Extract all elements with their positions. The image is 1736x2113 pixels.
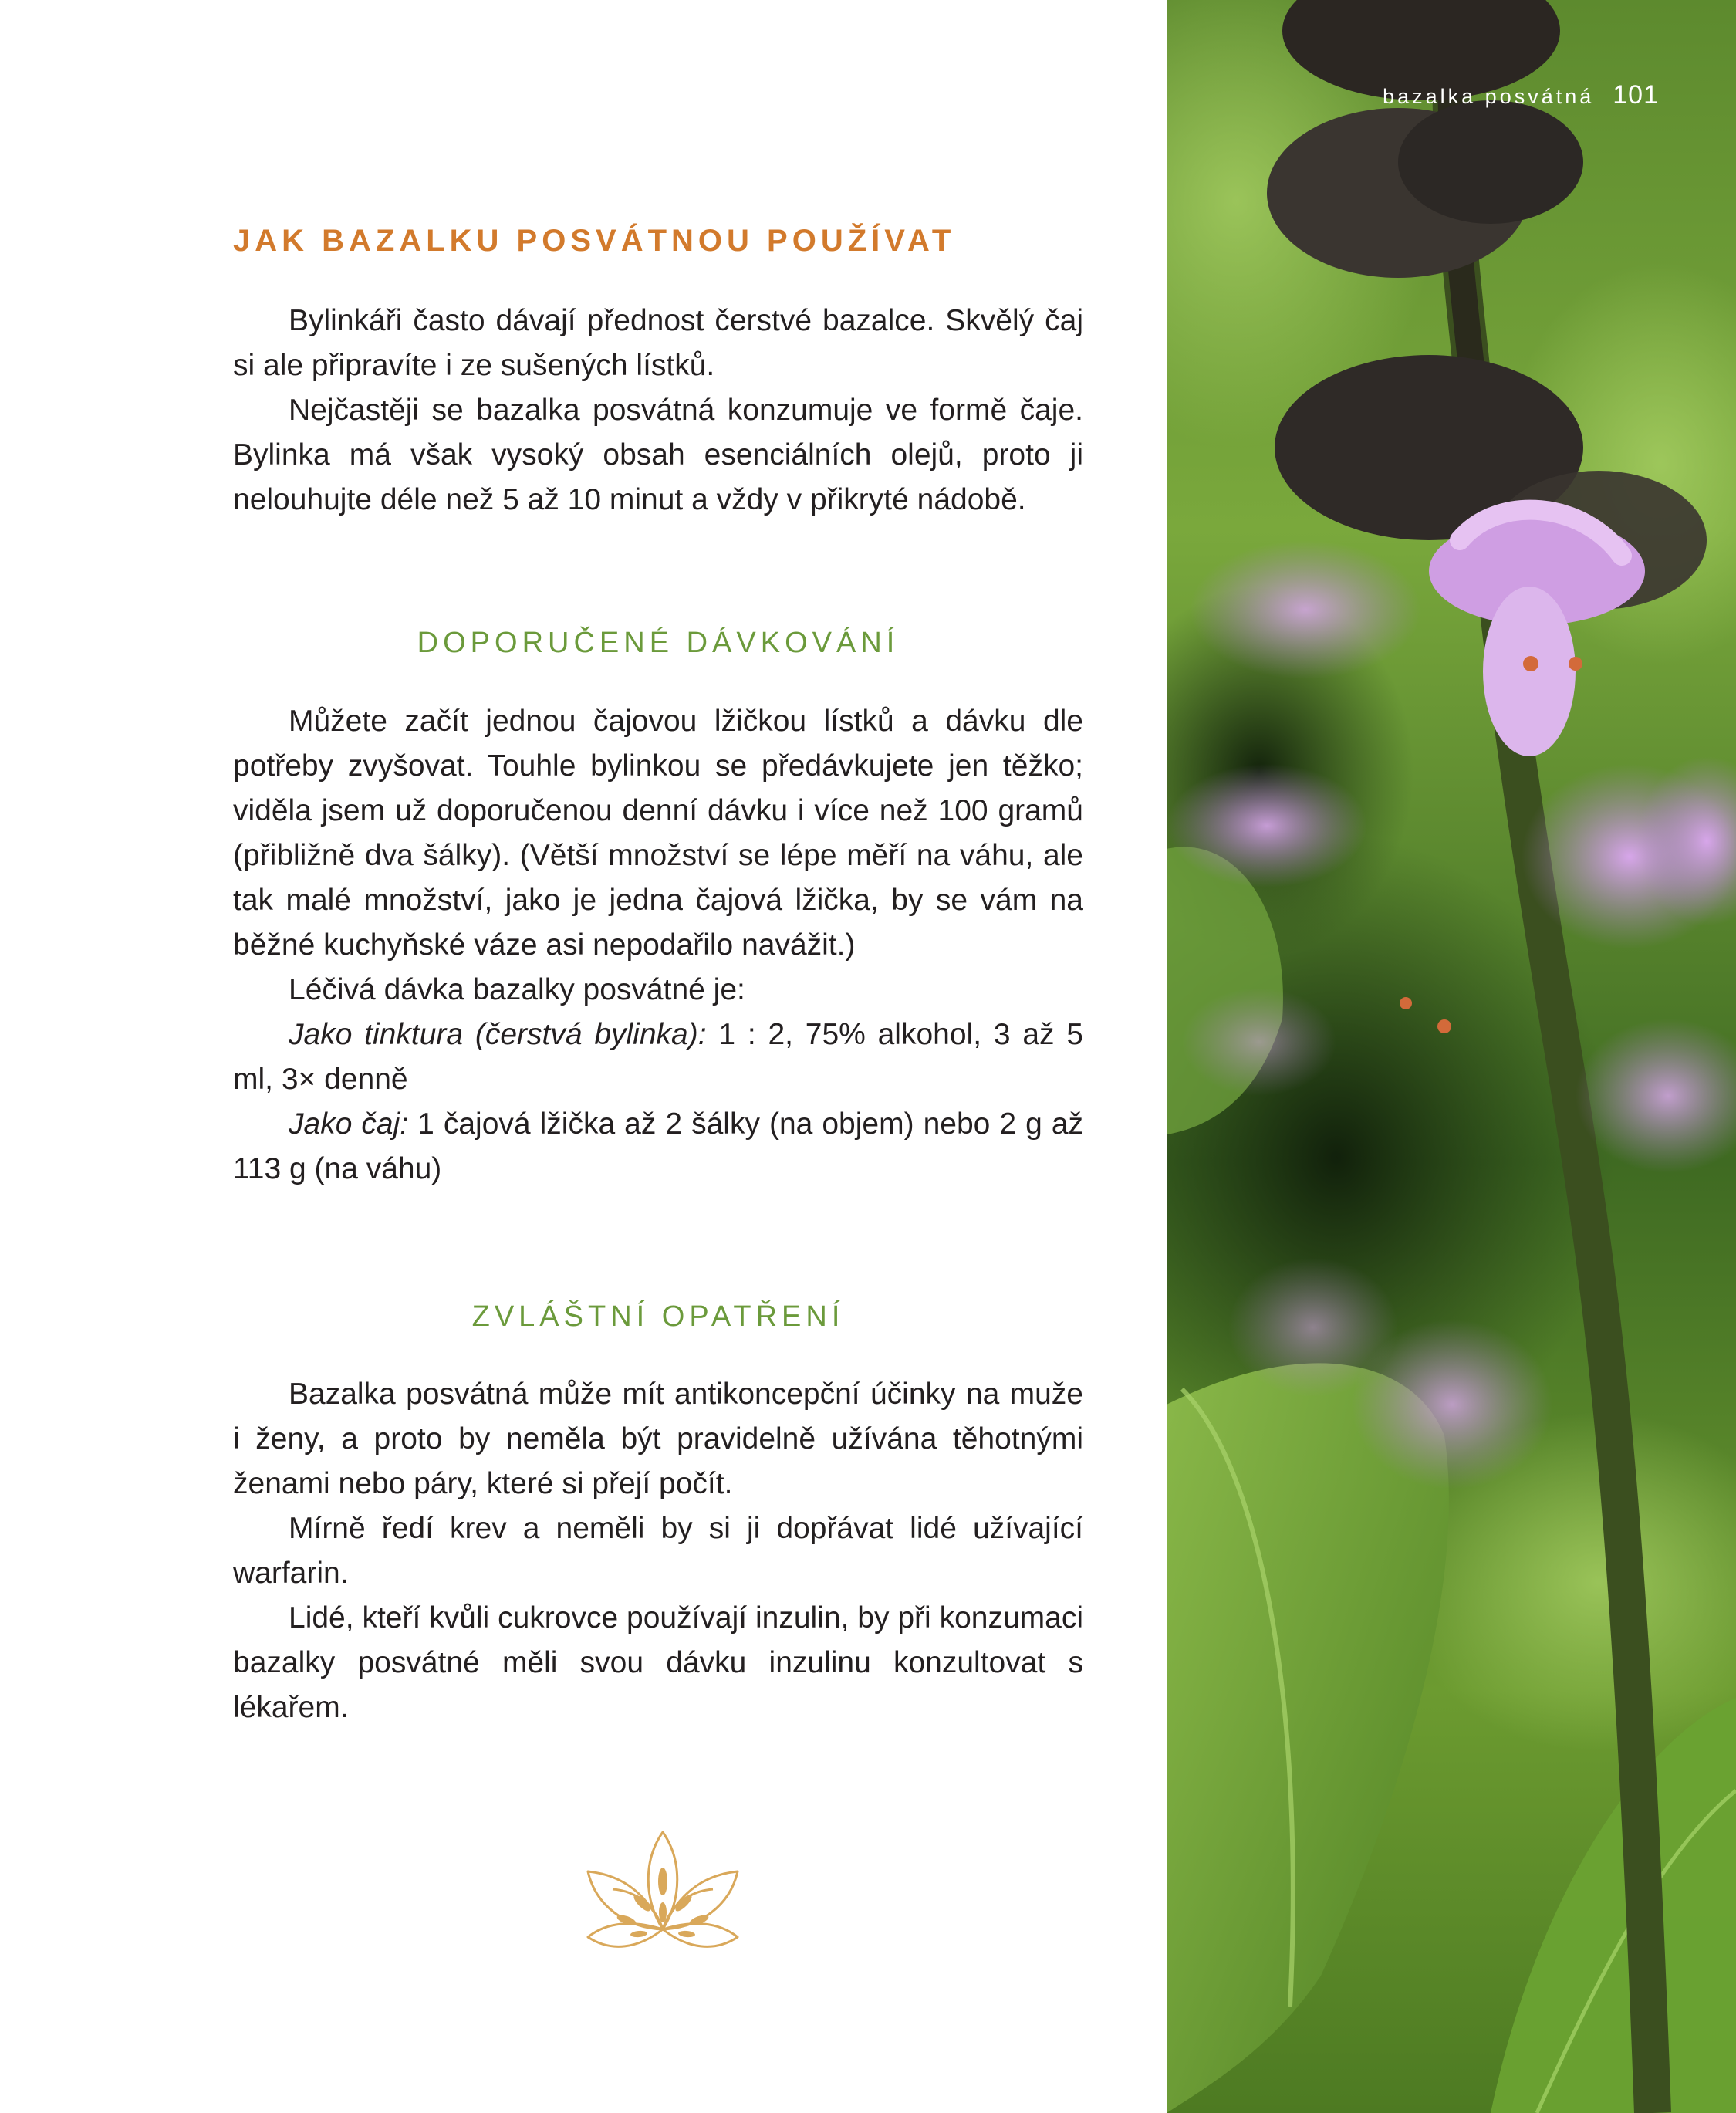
usage-paragraphs [233,299,1083,522]
tincture-value: 1 : 2, 75% alkohol, 3 až 5 ml, 3× denně [233,1018,1083,1096]
section-heading-usage: JAK BAZALKU POSVÁTNOU POUŽÍVAT [233,224,956,258]
caution-paragraph-1: Bazalka posvátná může mít antikoncepční účinky na muže i ženy, a proto by neměla být pravidelně užívána těhotnými ženami nebo páry, které si přejí počít. [233,1378,1083,1500]
caution-paragraphs [233,1372,1083,1730]
dosage-paragraph-1: Můžete začít jednou čajovou lžičkou lístků a dávku dle potřeby zvyšovat. Touhle bylinkou se předávkujete jen těžko; viděla jsem už doporučenou denní dávku i více než 100 gramů (přibližně dva šálky). (Větší množství se lépe měří na váhu, ale tak malé množství, jako je jedna čajová lžička, by se vám na běžné kuchyňské váze asi nepodařilo navážit.) [233,705,1083,962]
running-head-title: bazalka posvátná [1383,85,1595,108]
dosage-paragraphs [233,699,1083,1192]
running-head [1330,80,1659,110]
tea-label: Jako čaj: [289,1107,409,1141]
caution-paragraph-3: Lidé, kteří kvůli cukrovce používají inzulin, by při konzumaci bazalky posvátné měli svou dávku inzulinu konzultovat s lékařem. [233,1601,1083,1724]
dosage-paragraph-2: Léčivá dávka bazalky posvátné je: [289,973,745,1006]
tincture-label: Jako tinktura (čerstvá bylinka): [289,1018,707,1051]
section-heading-dosage: DOPORUČENÉ DÁVKOVÁNÍ [417,627,900,659]
usage-paragraph-1: Bylinkáři často dávají přednost čerstvé bazalce. Skvělý čaj si ale připravíte i ze sušených lístků. [233,304,1083,382]
usage-paragraph-2: Nejčastěji se bazalka posvátná konzumuje ve formě čaje. Bylinka má však vysoký obsah esenciálních olejů, proto ji nelouhujte déle než 5 až 10 minut a vždy v přikryté nádobě. [233,394,1083,516]
page-number: 101 [1613,80,1659,110]
caution-paragraph-2: Mírně ředí krev a neměli by si ji dopřávat lidé užívající warfarin. [233,1512,1083,1590]
section-heading-caution: ZVLÁŠTNÍ OPATŘENÍ [471,1300,845,1333]
holy-basil-photo-illustration [1167,0,1736,2113]
tea-value: 1 čajová lžička až 2 šálky (na objem) nebo 2 g až 113 g (na váhu) [233,1107,1084,1185]
holy-basil-photo [1167,0,1736,2113]
lotus-flower-icon [583,1829,742,1960]
dosage-tincture [233,1013,1083,1102]
dosage-tea [233,1102,1083,1192]
